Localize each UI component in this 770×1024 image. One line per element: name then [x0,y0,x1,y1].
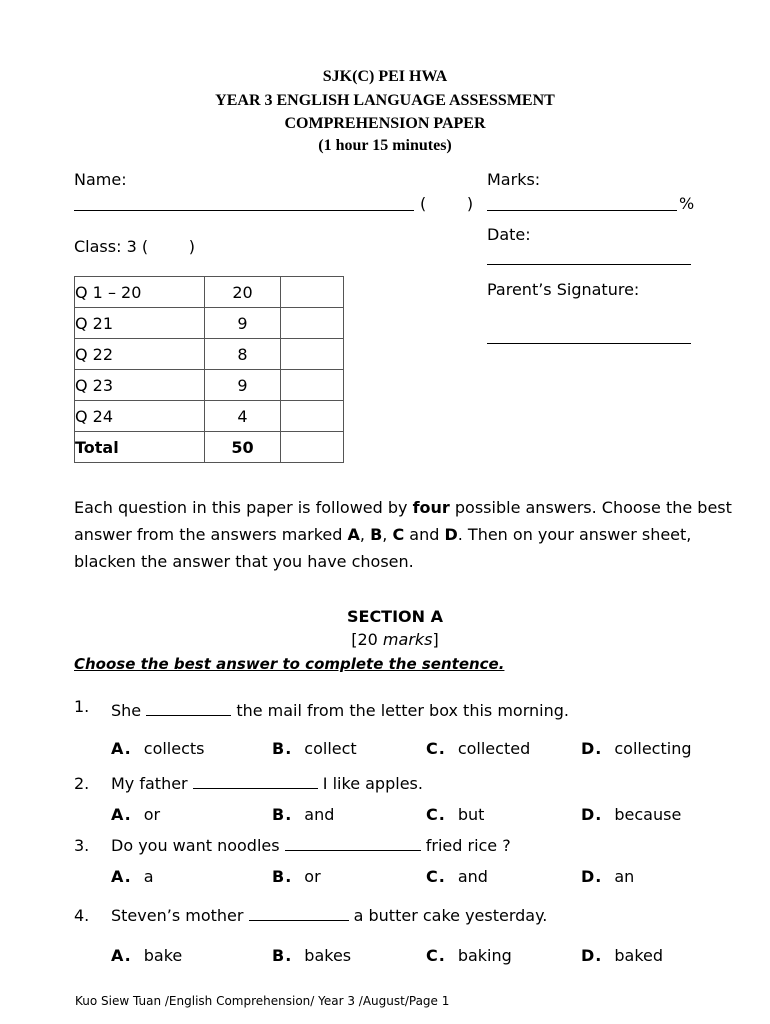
marks-table [74,276,344,463]
option-text: bakes [304,946,352,965]
score-cell[interactable] [281,277,344,308]
question-text [111,836,511,855]
option-text: collected [457,739,531,758]
option-b[interactable] [272,946,351,965]
option-text: an [614,867,635,886]
option-letter: C. [426,946,446,965]
question-number: 4. [74,906,90,925]
option-c[interactable] [426,805,484,824]
name-line[interactable] [74,210,414,211]
instr-text: , [382,525,393,544]
question-cell: Q 23 [75,370,205,401]
marks-cell: 9 [205,370,281,401]
option-letter: A. [111,946,132,965]
parent-signature-label: Parent’s Signature: [487,280,640,299]
option-text: and [304,805,335,824]
option-b[interactable] [272,739,357,758]
score-cell[interactable] [281,370,344,401]
question-text-before: My father [111,774,193,793]
table-row [75,308,344,339]
option-letter: D. [581,867,603,886]
option-a[interactable] [111,739,205,758]
option-a[interactable] [111,805,160,824]
instructions [74,494,734,575]
instr-text: and [404,525,445,544]
answer-blank[interactable] [146,701,231,716]
instr-bold-four: four [412,498,450,517]
answer-blank[interactable] [193,774,318,789]
option-letter: A. [111,805,132,824]
instr-text: possible answers. Choose the best answer from the answers marked [74,498,732,544]
class-label: Class: 3 ( ) [74,237,196,256]
date-line[interactable] [487,264,691,265]
section-instruction: Choose the best answer to complete the sentence. [74,655,505,673]
question-cell: Q 21 [75,308,205,339]
option-a[interactable] [111,946,182,965]
option-letter: C. [426,805,446,824]
total-marks: 50 [205,432,281,463]
option-letter: B. [272,946,293,965]
option-d[interactable] [581,739,692,758]
option-d[interactable] [581,805,681,824]
question-text-before: Steven’s mother [111,906,249,925]
total-label: Total [75,432,205,463]
option-text: or [143,805,161,824]
name-bracket: ( ) [420,194,474,213]
question-text-before: Do you want noodles [111,836,285,855]
option-letter: A. [111,867,132,886]
question-text-after: fried rice ? [420,836,511,855]
option-text: but [457,805,485,824]
paper-title: COMPREHENSION PAPER [284,115,486,132]
section-marks-close: ] [432,630,439,649]
table-row [75,370,344,401]
duration: (1 hour 15 minutes) [318,137,452,154]
parent-signature-line[interactable] [487,343,691,344]
marks-cell: 8 [205,339,281,370]
option-text: collects [143,739,205,758]
option-text: baked [614,946,664,965]
assessment-title: YEAR 3 ENGLISH LANGUAGE ASSESSMENT [215,92,555,109]
option-letter: D. [581,739,603,758]
instr-text: . Then on your answer sheet, blacken the answer that you have chosen. [74,525,692,571]
option-text: or [304,867,321,886]
option-c[interactable] [426,867,488,886]
option-c[interactable] [426,946,512,965]
question-text-after: I like apples. [317,774,423,793]
option-text: because [614,805,682,824]
instr-letter-c: C [392,525,405,544]
marks-cell: 9 [205,308,281,339]
option-letter: C. [426,739,446,758]
question-number: 1. [74,697,90,716]
score-cell[interactable] [281,308,344,339]
question-cell: Q 24 [75,401,205,432]
instr-letter-d: D [444,525,458,544]
table-row [75,339,344,370]
total-score-cell[interactable] [281,432,344,463]
option-letter: B. [272,805,293,824]
marks-label: Marks: [487,170,541,189]
answer-blank[interactable] [285,836,421,851]
score-cell[interactable] [281,339,344,370]
section-marks-word: marks [382,630,433,649]
school-name: SJK(C) PEI HWA [322,68,448,85]
question-number: 3. [74,836,90,855]
option-text: bake [143,946,183,965]
instr-text: , [359,525,371,544]
marks-line[interactable] [487,210,677,211]
option-text: collect [304,739,357,758]
answer-blank[interactable] [249,906,349,921]
option-letter: C. [426,867,446,886]
marks-cell: 20 [205,277,281,308]
option-b[interactable] [272,867,321,886]
question-text-before: She [111,701,147,720]
page-footer: Kuo Siew Tuan /English Comprehension/ Year 3 /August/Page 1 [75,994,450,1008]
option-text: a [143,867,154,886]
option-text: collecting [614,739,692,758]
option-a[interactable] [111,867,154,886]
option-b[interactable] [272,805,334,824]
total-row [75,432,344,463]
name-label: Name: [74,170,127,189]
section-title: SECTION A [346,607,443,626]
option-letter: A. [111,739,132,758]
option-letter: B. [272,867,293,886]
question-text [111,701,569,720]
instr-text: Each question in this paper is followed by [74,498,413,517]
option-c[interactable] [426,739,530,758]
question-cell: Q 22 [75,339,205,370]
question-text-after: a butter cake yesterday. [348,906,548,925]
option-letter: D. [581,946,603,965]
question-number: 2. [74,774,90,793]
instr-letter-b: B [370,525,383,544]
marks-cell: 4 [205,401,281,432]
option-text: and [457,867,488,886]
question-text [111,906,547,925]
option-letter: D. [581,805,603,824]
section-marks-open: [20 [351,630,383,649]
option-d[interactable] [581,867,634,886]
date-label: Date: [487,225,531,244]
table-row [75,401,344,432]
option-d[interactable] [581,946,663,965]
option-text: baking [457,946,512,965]
instr-letter-a: A [347,525,360,544]
table-row [75,277,344,308]
question-text [111,774,423,793]
question-text-after: the mail from the letter box this morning. [231,701,569,720]
percent-sign: % [679,194,695,213]
option-letter: B. [272,739,293,758]
section-marks [0,630,770,649]
score-cell[interactable] [281,401,344,432]
question-cell: Q 1 – 20 [75,277,205,308]
